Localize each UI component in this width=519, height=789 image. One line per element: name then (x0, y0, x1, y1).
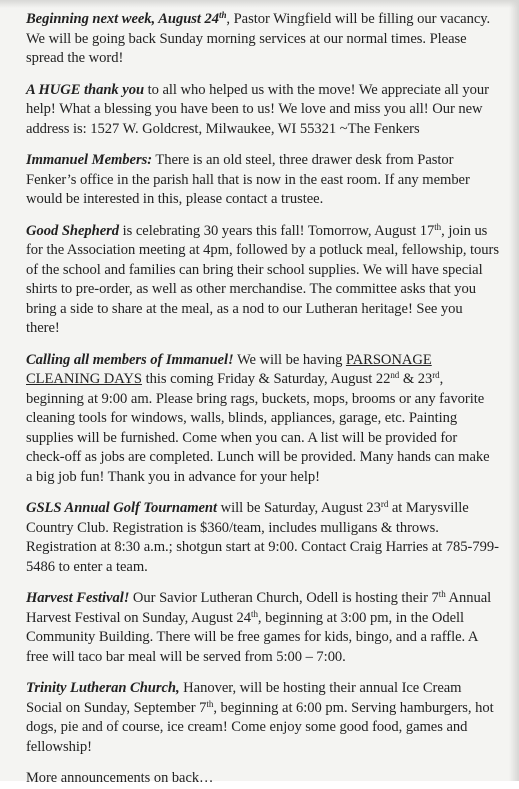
announcement-text: , beginning at 3:00 pm, in the Odell Community Building. There will be free games for kids, bingo, and a raffle. A free will taco bar meal will be served from 5:00 – 7:00. (26, 609, 478, 665)
announcement-text: We will be having (233, 351, 346, 368)
announcement-text: Hanover, will be hosting their annual Ice Cream Social on Sunday, September 7 (26, 680, 462, 716)
announcement-immanuel-desk (26, 151, 499, 210)
announcement-text: is celebrating 30 years this fall! Tomorrow, August 17 (119, 222, 435, 239)
superscript: nd (390, 370, 400, 380)
announcement-lead: Beginning next week, August 24 (26, 11, 219, 27)
announcement-good-shepherd (26, 222, 499, 339)
announcement-pastor-vacancy (26, 10, 499, 69)
announcement-trinity-ice-cream (26, 679, 499, 757)
announcement-golf-tournament (26, 499, 499, 577)
announcement-text: , beginning at 6:00 pm. Serving hamburgers, hot dogs, pie and of course, ice cream! Come enjoy some good food, games and fellowship! (26, 699, 494, 755)
superscript: th (219, 10, 227, 20)
announcement-lead: Harvest Festival! (26, 590, 130, 606)
superscript: th (206, 698, 214, 709)
announcement-harvest-festival (26, 589, 499, 667)
superscript: th (434, 221, 442, 232)
announcement-text: & 23 (399, 371, 433, 387)
superscript: th (251, 608, 258, 619)
superscript: th (438, 589, 446, 599)
scan-shadow-right (509, 0, 519, 781)
announcement-parsonage-cleaning (26, 351, 499, 488)
announcement-lead: GSLS Annual Golf Tournament (26, 500, 218, 516)
announcement-lead: Good Shepherd (26, 222, 120, 239)
underlined-text: PARSONAGE CLEANING DAYS (26, 351, 432, 387)
announcement-text: at Marysville Country Club. Registration is $360/team, includes mulligans & throws. Registration at 8:30 a.m.; shotgun start at 9:00. Contact Craig Harries at 785-799-5486 to enter a team. (26, 500, 499, 575)
scan-shadow-top (0, 0, 519, 8)
announcement-text: will be Saturday, August 23 (217, 500, 381, 516)
announcement-text: , join us for the Association meeting at 4pm, followed by a potluck meal, fellowship, tours of the school and families can bring their school supplies. We will have special shirts to pre-order, as well as other merchandise. The committee asks that you bring a side to share at the meal, as a nod to our Lutheran heritage! See you there! (26, 222, 499, 336)
announcement-text: , beginning at 9:00 am. Please bring rags, buckets, mops, brooms or any favorite cleaning tools for windows, walls, blinds, appliances, garage, etc. Painting supplies will be furnished. Come when you can. A list will be provided for check-off as jobs are completed. Lunch will be provided. Many hands can make a big job fun! Thank you in advance for your help! (26, 371, 490, 485)
announcement-text: this coming Friday & Saturday, August 22 (141, 371, 391, 387)
superscript: rd (380, 499, 389, 509)
announcement-lead: Immanuel Members: (26, 152, 153, 168)
announcement-text: to all who helped us with the move! We appreciate all your help! What a blessing you have been to us! We love and miss you all! Our new address is: 1527 W. Goldcrest, Milwaukee, WI 55321 ~The Fenkers (26, 81, 489, 137)
announcement-text: , Pastor Wingfield will be filling our vacancy. We will be going back Sunday morning services at our normal times. Please spread the word! (26, 11, 491, 66)
announcement-lead: Trinity Lutheran Church, (26, 680, 180, 696)
announcement-text: Our Savior Lutheran Church, Odell is hosting their 7 (129, 590, 439, 606)
announcement-text: There is an old steel, three drawer desk from Pastor Fenker’s office in the parish hall that is now in the east room. If any member would be interested in this, please contact a trustee. (26, 152, 470, 207)
superscript: rd (432, 370, 440, 380)
announcement-text: Annual Harvest Festival on Sunday, August 24 (26, 590, 492, 626)
more-announcements-footer: More announcements on back… (26, 770, 214, 786)
announcement-thank-you (26, 81, 499, 140)
announcement-lead: Calling all members of Immanuel! (26, 351, 234, 368)
announcement-lead: A HUGE thank you (26, 81, 145, 98)
